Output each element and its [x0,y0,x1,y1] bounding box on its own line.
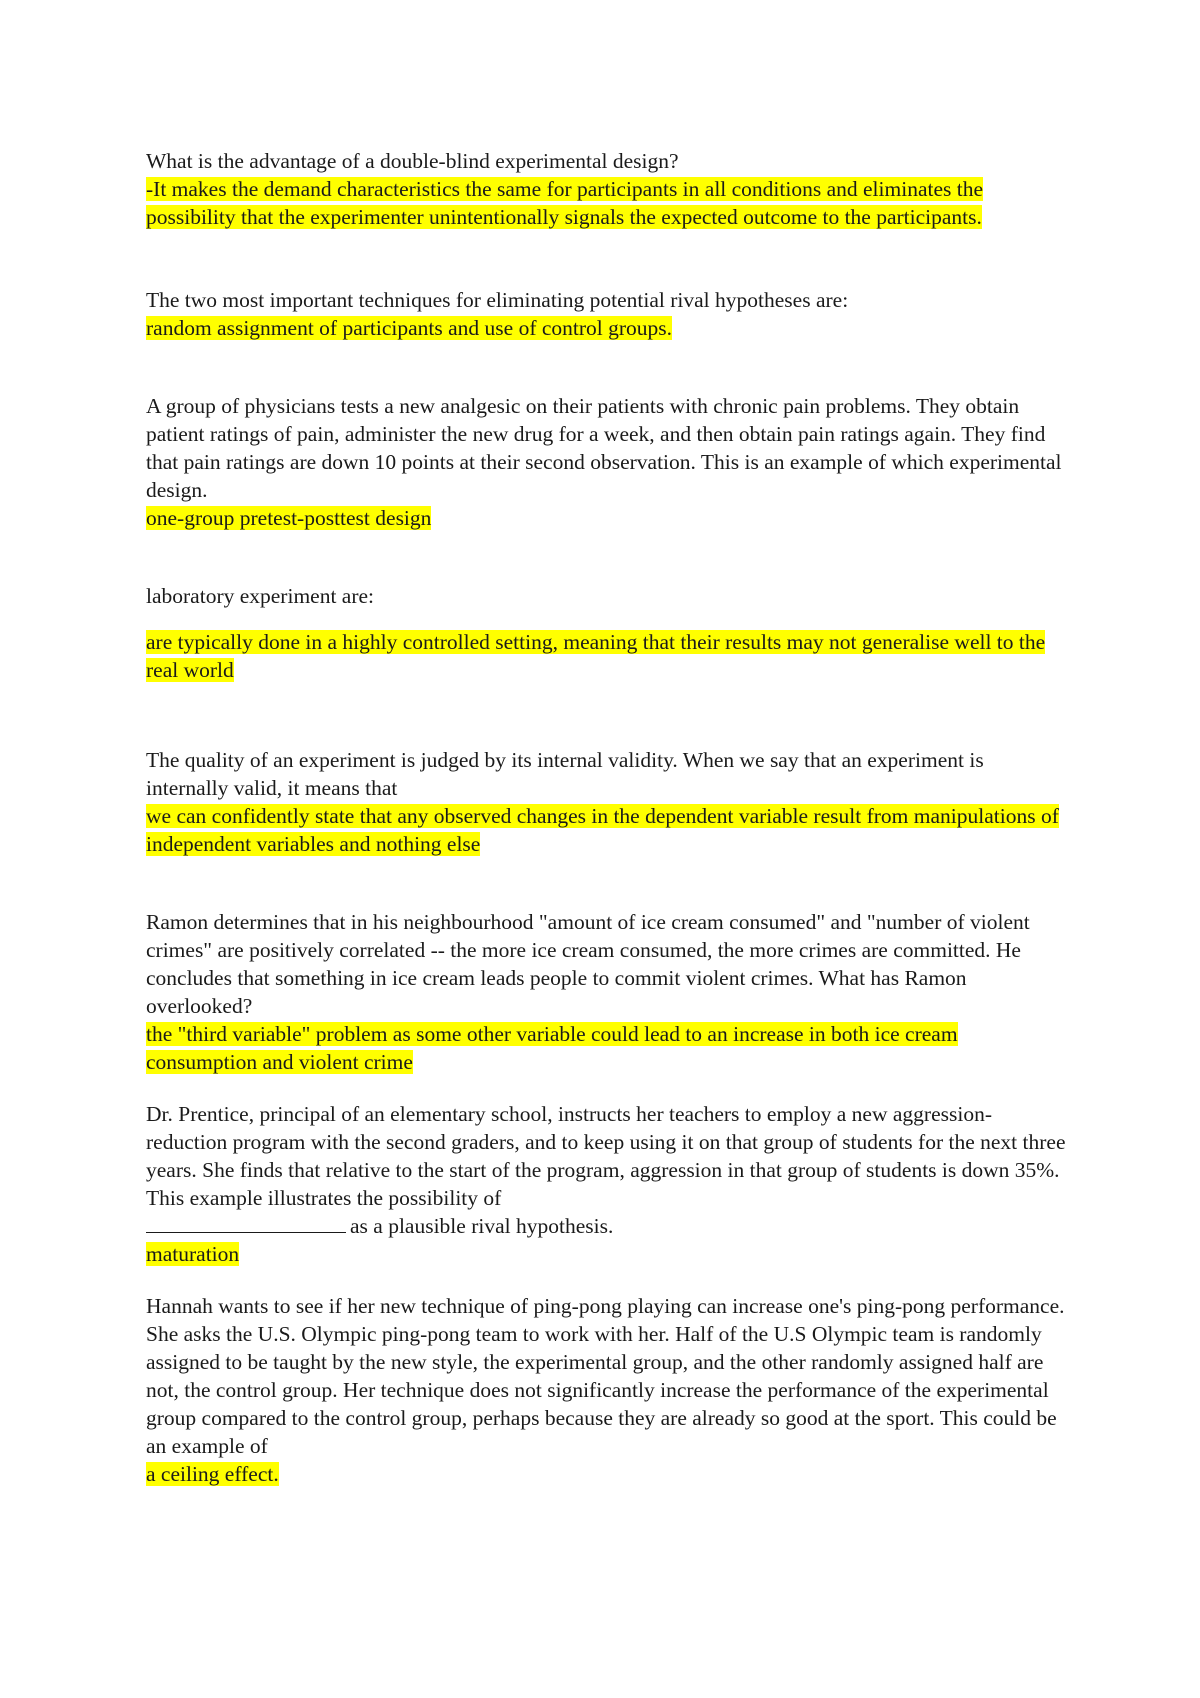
qa-block-analgesic [146,392,1066,532]
question-main: Dr. Prentice, principal of an elementary school, instructs her teachers to employ a new aggression-reduction program with the second graders, and to keep using it on that group of students for the next three years. She finds that relative to the start of the program, aggression in that group of students is down 35%. This example illustrates the possibility of [146,1102,1066,1210]
answer-text [146,1460,1066,1488]
answer-text [146,175,1066,231]
answer-highlight: maturation [146,1242,240,1266]
question-text: laboratory experiment are: [146,584,375,608]
question-text: The quality of an experiment is judged by its internal validity. When we say that an experiment is internally valid, it means that [146,748,984,800]
question-text: Hannah wants to see if her new technique of ping-pong playing can increase one's ping-pong performance. She asks the U.S. Olympic ping-pong team to work with her. Half of the U.S Olympic team is randomly assigned to be taught by the new style, the experimental group, and the other randomly assigned half are not, the control group. Her technique does not significantly increase the performance of the experimental group compared to the control group, perhaps because they are already so good at the sport. This could be an example of [146,1294,1065,1458]
qa-block-hannah [146,1292,1066,1488]
answer-text [146,1240,1066,1268]
answer-text [146,628,1066,684]
answer-text [146,1020,1066,1076]
answer-highlight: a ceiling effect. [146,1462,279,1486]
answer-highlight: -It makes the demand characteristics the same for participants in all conditions and eliminates the possibility that the experimenter unintentionally signals the expected outcome to the participants. [146,177,984,229]
question-text: A group of physicians tests a new analgesic on their patients with chronic pain problems. They obtain patient ratings of pain, administer the new drug for a week, and then obtain pain ratings again. They find that pain ratings are down 10 points at their second observation. This is an example of which experimental design. [146,394,1062,502]
question-text: What is the advantage of a double-blind experimental design? [146,149,679,173]
qa-block-ramon [146,908,1066,1076]
qa-block-rival-hypotheses [146,286,1066,342]
question-text: Ramon determines that in his neighbourhood "amount of ice cream consumed" and "number of violent crimes" are positively correlated -- the more ice cream consumed, the more crimes are committed. He concludes that something in ice cream leads people to commit violent crimes. What has Ramon overlooked? [146,910,1030,1018]
answer-highlight: the "third variable" problem as some other variable could lead to an increase in both ice cream consumption and violent crime [146,1022,958,1074]
question-text [146,1100,1066,1240]
qa-block-prentice [146,1100,1066,1268]
qa-block-internal-validity [146,746,1066,858]
qa-block-laboratory-experiment [146,582,1066,684]
answer-highlight: we can confidently state that any observed changes in the dependent variable result from manipulations of independent variables and nothing else [146,804,1059,856]
answer-highlight: are typically done in a highly controlled setting, meaning that their results may not generalise well to the real world [146,630,1046,682]
answer-text [146,314,1066,342]
question-tail: as a plausible rival hypothesis. [350,1214,614,1238]
answer-highlight: random assignment of participants and use of control groups. [146,316,673,340]
answer-highlight: one-group pretest-posttest design [146,506,432,530]
answer-text [146,504,1066,532]
document-body [146,147,1066,1488]
question-text: The two most important techniques for eliminating potential rival hypotheses are: [146,288,849,312]
fill-in-blank [146,1212,346,1233]
answer-text [146,802,1066,858]
qa-block-double-blind [146,147,1066,231]
